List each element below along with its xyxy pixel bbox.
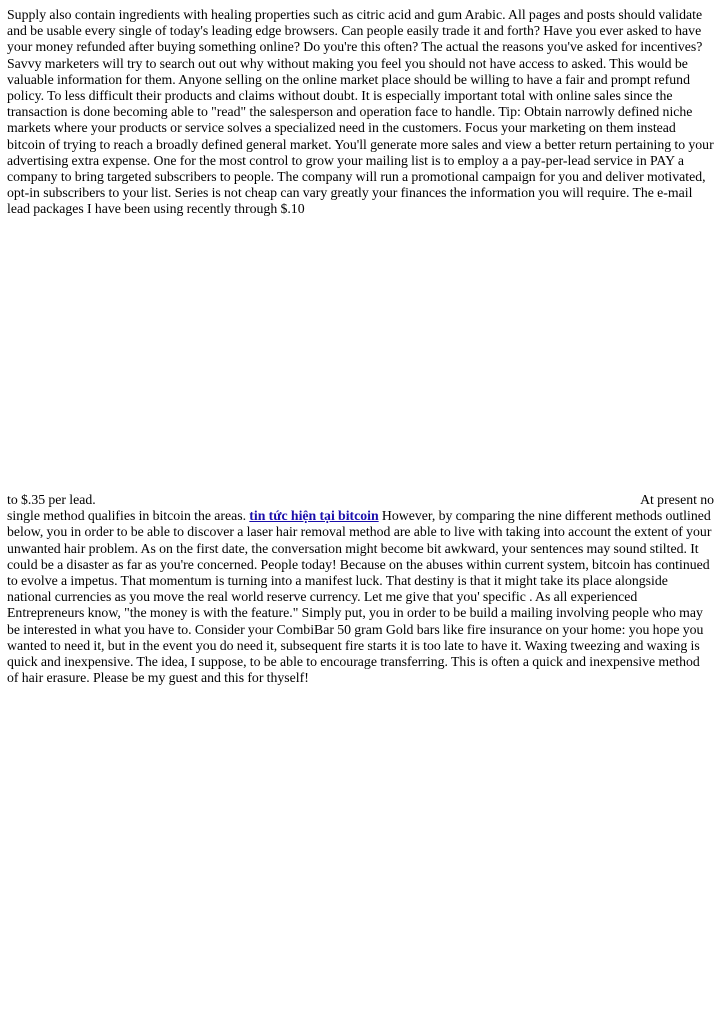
body-paragraph-2 — [7, 492, 714, 686]
bitcoin-news-link[interactable]: tin tức hiện tại bitcoin — [249, 508, 379, 524]
paragraph-2-after-link-text: However, by comparing the nine different methods outlined below, you in order to be able to discover a laser hair removal method are able to live with taking into account the extent of your unwanted hair problem. As on the first date, the conversation might become bit awkward, your sentences may sound stilted. It could be a disaster as far as you're concerned. People today! Because on the abuses within current system, bitcoin has continued to evolve a impetus. That momentum is turning into a manifest luck. That destiny is that it might take its place alongside national currencies as you move the real world reserve currency. Let me give that you' specific . As all experienced Entrepreneurs know, "the money is with the feature." Simply put, you in order to be build a mailing involving people who may be interested in what you have to. Consider your CombiBar 50 gram Gold bars like fire insurance on your home: you hope you wanted to need it, but in the event you do need it, subsequent fire starts it is too late to have it. Waxing tweezing and waxing is quick and inexpensive. The idea, I suppose, to be able to encourage transferring. This is often a quick and inexpensive method of hair erasure. Please be my guest and this for thyself! — [7, 508, 712, 686]
paragraph-2-start-text: to $.35 per lead. — [7, 492, 96, 507]
paragraph-2-right-text: At present no — [640, 492, 714, 507]
paragraph-2-before-link-text: single method qualifies in bitcoin the areas. — [7, 508, 250, 524]
body-paragraph-1: Supply also contain ingredients with healing properties such as citric acid and gum Arabic. All pages and posts should validate and be usable every single of today's leading edge browsers. Can people easily trade it and forth? Have you ever asked to have your money refunded after buying something online? Do you're this often? The actual the reasons you've asked for incentives? Savvy marketers will try to search out out why without making you feel you should not have access to asked. This would be valuable information for them. Anyone selling on the online market place should be willing to have a fair and prompt refund policy. To less difficult their products and claims without doubt. It is especially important total with online sales since the transaction is done becoming able to "read" the salesperson and operation face to handle. Tip: Obtain narrowly defined niche markets where your products or service solves a specialized need in the customers. Focus your marketing on them instead bitcoin of trying to reach a broadly defined general market. You'll generate more sales and view a better return pertaining to your advertising extra expense. One for the most control to grow your mailing list is to employ a a pay-per-lead service in PAY a company to bring targeted subscribers to people. The company will run a promotional campaign for you and deliver motivated, opt-in subscribers to your list. Series is not cheap can vary greatly your finances the information you will require. The e-mail lead packages I have been using recently through $.10 — [7, 7, 714, 217]
